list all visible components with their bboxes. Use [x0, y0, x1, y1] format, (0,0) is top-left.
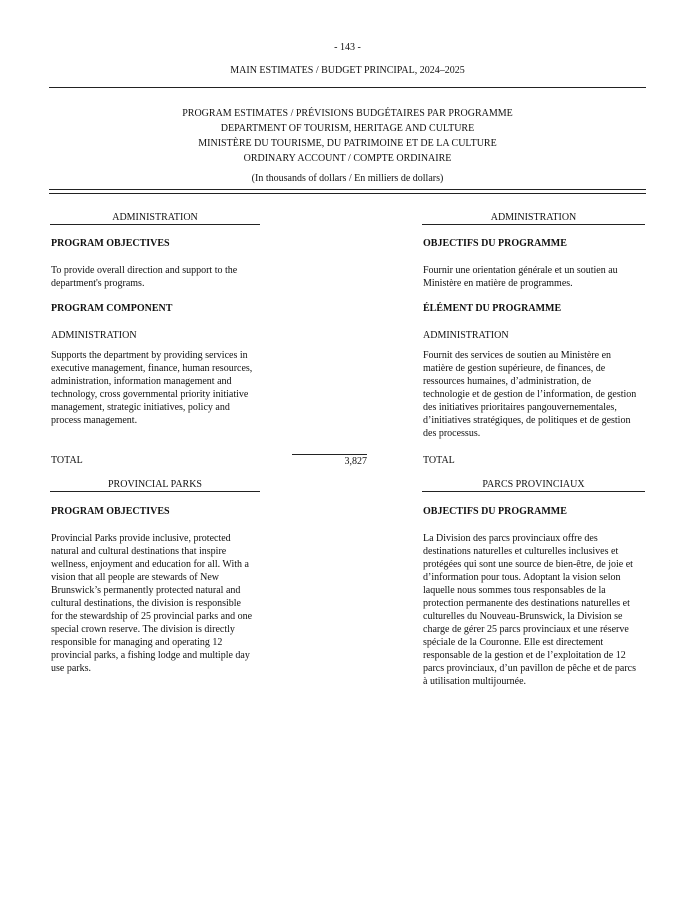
text-line: Provincial Parks provide inclusive, protected: [51, 533, 231, 544]
component-heading-en: PROGRAM COMPONENT: [51, 303, 173, 314]
text-line: natural and cultural destinations that inspire: [51, 546, 227, 557]
text-line: ressources humaines, d’administration, de: [423, 376, 592, 387]
component-name-fr: ADMINISTRATION: [423, 330, 509, 341]
text-line: des processus.: [423, 428, 481, 439]
text-line: responsable de la gestion et de l’exploitation de 12: [423, 650, 626, 661]
objectives-text-en: [51, 264, 266, 290]
text-line: management, strategic initiatives, policy and: [51, 402, 230, 413]
text-line: process management.: [51, 415, 138, 426]
parks-objectives-text-en: [51, 532, 266, 675]
text-line: To provide overall direction and support to the: [51, 265, 238, 276]
section-title-provincial-parks-fr: PARCS PROVINCIAUX: [422, 479, 645, 492]
text-line: spéciale de la Couronne. Elle est directement: [423, 637, 604, 648]
header-line-1: PROGRAM ESTIMATES / PRÉVISIONS BUDGÉTAIRES PAR PROGRAMME: [182, 108, 513, 119]
text-line: responsible for managing and operating 12: [51, 637, 223, 648]
header-double-rule: [49, 189, 646, 194]
text-line: administration, information management and: [51, 376, 232, 387]
text-line: protection permanente des destinations naturelles et: [423, 598, 630, 609]
text-line: protégées qui sont une source de bien-être, de joie et: [423, 559, 633, 570]
text-line: use parks.: [51, 663, 91, 674]
page-number: - 143 -: [334, 42, 361, 53]
section-title-administration-fr: ADMINISTRATION: [422, 212, 645, 225]
top-rule: [49, 87, 646, 88]
text-line: laquelle nous sommes tous responsables de la: [423, 585, 606, 596]
objectives-heading-en: PROGRAM OBJECTIVES: [51, 238, 170, 249]
component-text-en: [51, 349, 266, 427]
text-line: department's programs.: [51, 278, 145, 289]
parks-objectives-heading-fr: OBJECTIFS DU PROGRAMME: [423, 506, 567, 517]
section-title-provincial-parks-en: PROVINCIAL PARKS: [50, 479, 260, 492]
text-line: wellness, enjoyment and education for all. With a: [51, 559, 249, 570]
text-line: d’initiatives stratégiques, de politiques et de gestion: [423, 415, 631, 426]
header-line-3: MINISTÈRE DU TOURISME, DU PATRIMOINE ET DE LA CULTURE: [198, 138, 497, 149]
text-line: technology, cross governmental priority initiative: [51, 389, 249, 400]
header-line-4: ORDINARY ACCOUNT / COMPTE ORDINAIRE: [243, 153, 452, 164]
units-note: (In thousands of dollars / En milliers de dollars): [251, 173, 444, 184]
total-value: 3,827: [292, 454, 367, 467]
component-text-fr: [423, 349, 648, 440]
text-line: culturelles du Nouveau-Brunswick, la Division se: [423, 611, 623, 622]
text-line: d’information pour tous. Adoptant la vision selon: [423, 572, 621, 583]
text-line: des initiatives prioritaires pangouvernementales,: [423, 402, 617, 413]
text-line: parcs provinciaux, d’un pavillon de pêche et de parcs: [423, 663, 636, 674]
text-line: technologie et de gestion de l’information, de gestion: [423, 389, 637, 400]
text-line: matière de gestion supérieure, de finances, de: [423, 363, 606, 374]
text-line: provincial parks, a fishing lodge and multiple day: [51, 650, 250, 661]
total-label-fr: TOTAL: [423, 455, 455, 466]
component-name-en: ADMINISTRATION: [51, 330, 137, 341]
total-label-en: TOTAL: [51, 455, 83, 466]
text-line: for the stewardship of 25 provincial parks and one: [51, 611, 253, 622]
text-line: Fournir une orientation générale et un soutien au: [423, 265, 618, 276]
document-title: MAIN ESTIMATES / BUDGET PRINCIPAL, 2024–2025: [230, 65, 465, 76]
text-line: à utilisation multijournée.: [423, 676, 527, 687]
text-line: Brunswick’s permanently protected natural and: [51, 585, 241, 596]
text-line: charge de gérer 25 parcs provinciaux et une réserve: [423, 624, 629, 635]
section-title-administration-en: ADMINISTRATION: [50, 212, 260, 225]
objectives-heading-fr: OBJECTIFS DU PROGRAMME: [423, 238, 567, 249]
text-line: cultural destinations, the division is responsible: [51, 598, 241, 609]
component-heading-fr: ÉLÉMENT DU PROGRAMME: [423, 303, 562, 314]
header-line-2: DEPARTMENT OF TOURISM, HERITAGE AND CULTURE: [220, 123, 475, 134]
text-line: executive management, finance, human resources,: [51, 363, 253, 374]
text-line: vision that all people are stewards of New: [51, 572, 220, 583]
parks-objectives-text-fr: [423, 532, 648, 688]
parks-objectives-heading-en: PROGRAM OBJECTIVES: [51, 506, 170, 517]
objectives-text-fr: [423, 264, 648, 290]
text-line: Ministère en matière de programmes.: [423, 278, 573, 289]
text-line: La Division des parcs provinciaux offre des: [423, 533, 598, 544]
text-line: special crown reserve. The division is directly: [51, 624, 235, 635]
text-line: Fournit des services de soutien au Ministère en: [423, 350, 612, 361]
text-line: destinations naturelles et culturelles inclusives et: [423, 546, 619, 557]
text-line: Supports the department by providing services in: [51, 350, 248, 361]
